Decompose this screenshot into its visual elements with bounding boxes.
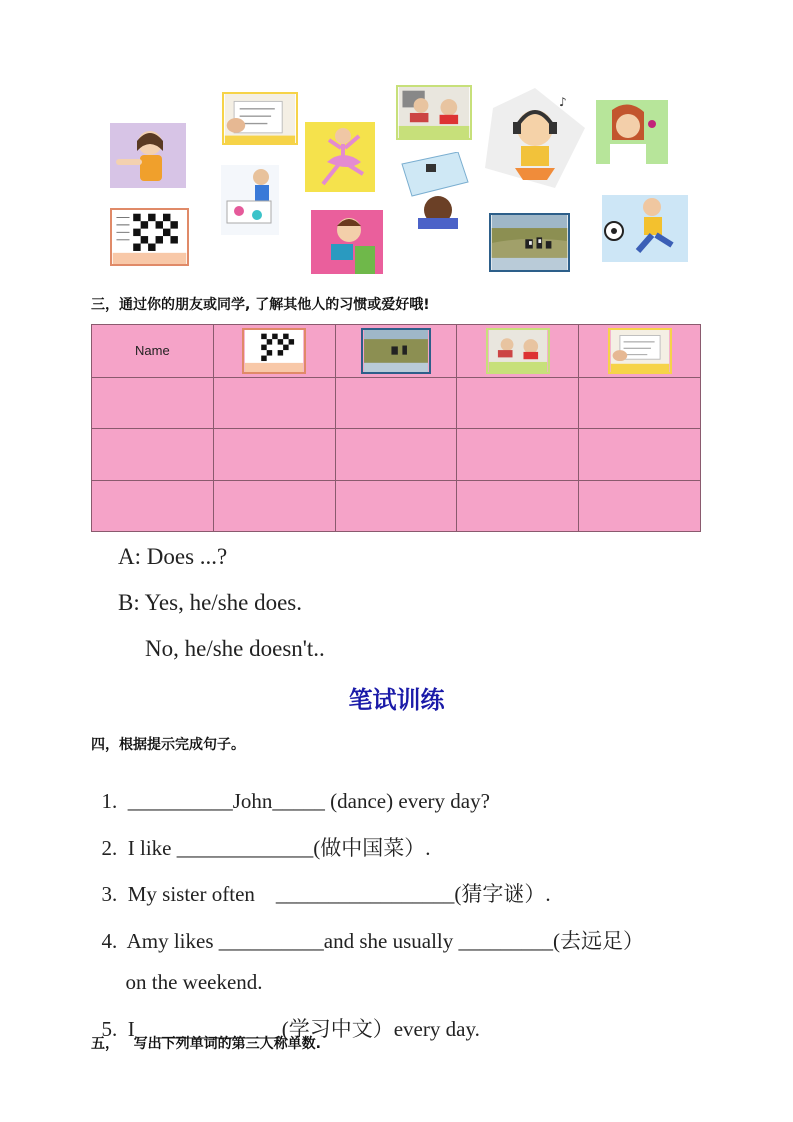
item-number: 2. xyxy=(101,836,118,860)
girl-pointing-picture xyxy=(110,123,186,188)
dialog-line-b2: No, he/she doesn't.. xyxy=(145,636,325,661)
kids-drawing-picture xyxy=(221,165,279,235)
item-number: 3. xyxy=(101,882,118,906)
table-row xyxy=(92,378,701,429)
ballet-girl-picture xyxy=(305,122,375,192)
item-text: Amy likes __________and she usually _________(去远足） xyxy=(126,929,644,953)
crossword-puzzle-picture xyxy=(110,208,189,266)
table-row xyxy=(92,429,701,480)
dialog-line-a: A: Does ...? xyxy=(118,544,228,569)
kids-at-computer-picture xyxy=(486,328,550,374)
written-practice-title: 笔试训练 xyxy=(348,686,445,714)
kids-at-computer-picture xyxy=(396,85,472,140)
item-text: __________John_____ (dance) every day? xyxy=(127,789,490,813)
girl-singing-picture xyxy=(596,100,668,164)
item-text: My sister often _________________(猜字谜）. xyxy=(127,882,551,906)
item-text: on the weekend. xyxy=(125,970,263,994)
table-header-row xyxy=(92,325,701,378)
table-row xyxy=(92,480,701,531)
section4-heading: 四，根据提示完成句子。 xyxy=(91,737,245,753)
girl-with-headphones-picture xyxy=(485,88,585,188)
hand-writing-picture xyxy=(222,92,298,145)
dialog-line-b: B: Yes, he/she does. xyxy=(118,590,303,615)
item-number: 5. xyxy=(101,1017,118,1041)
boy-reading-picture xyxy=(311,210,383,274)
item-text: I ____________(学习中文）every day. xyxy=(127,1017,480,1041)
hand-writing-picture xyxy=(608,328,672,374)
item-text: I like _____________(做中国菜）. xyxy=(127,836,431,860)
boy-kicking-ball-picture xyxy=(602,195,688,262)
boy-using-computer-picture xyxy=(398,152,473,229)
item-number: 1. xyxy=(101,789,118,813)
section3-heading: 三，通过你的朋友或同学, 了解其他人的习惯或爱好哦! xyxy=(91,297,430,313)
hobby-survey-table xyxy=(91,324,701,532)
section5-heading: 五， 写出下列单词的第三人称单数. xyxy=(91,1036,321,1052)
cattle-field-picture xyxy=(361,328,431,374)
name-header-cell xyxy=(92,325,214,378)
item-number: 4. xyxy=(101,929,118,953)
name-header-label: Name xyxy=(135,343,170,359)
cattle-field-picture xyxy=(489,213,570,272)
crossword-puzzle-picture xyxy=(242,328,306,374)
svg-text:♪: ♪ xyxy=(559,95,567,109)
